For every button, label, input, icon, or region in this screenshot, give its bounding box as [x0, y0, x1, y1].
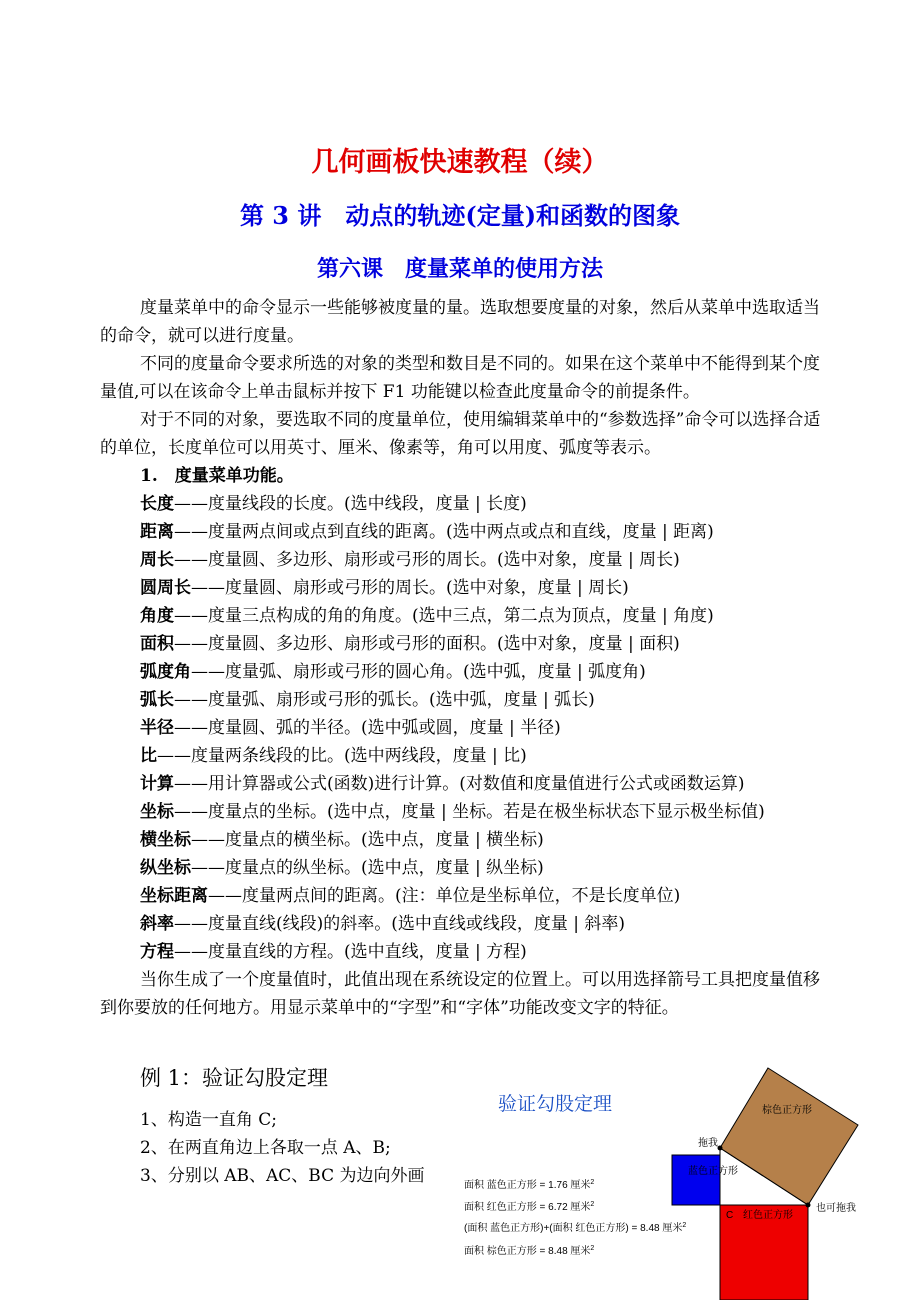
definition-text: ——度量两点间或点到直线的距离。(选中两点或点和直线，度量 | 距离)	[174, 522, 714, 542]
paragraph: 度量菜单中的命令显示一些能够被度量的量。选取想要度量的对象，然后从菜单中选取适当的命令，就可以进行度量。	[100, 298, 820, 346]
definition-item	[100, 910, 825, 938]
example-step: 3、分别以 AB、AC、BC 为边向外画	[140, 1166, 425, 1186]
definition-item	[100, 770, 825, 798]
example-step: 1、构造一直角 C;	[140, 1110, 277, 1130]
measurement-line[interactable]: 面积 蓝色正方形 = 1.76 厘米$^2$	[464, 1179, 595, 1191]
definition-term: 距离	[140, 522, 174, 542]
measurement-line[interactable]: 面积 棕色正方形 = 8.48 厘米$^2$	[464, 1245, 595, 1257]
lecture-title: 第 3 讲 动点的轨迹(定量)和函数的图象	[239, 201, 681, 230]
definition-item	[100, 798, 825, 826]
lesson-title: 第六课 度量菜单的使用方法	[316, 256, 603, 282]
definition-text: ——度量弧、扇形或弓形的弧长。(选中弧，度量 | 弧长)	[174, 690, 595, 710]
also-drag-label: 也可拖我	[816, 1203, 856, 1214]
definition-term: 角度	[140, 606, 174, 626]
definition-text: ——度量圆、弧的半径。(选中弧或圆，度量 | 半径)	[174, 718, 561, 738]
definition-text: ——度量圆、多边形、扇形或弓形的周长。(选中对象，度量 | 周长)	[174, 550, 680, 570]
definition-term: 弧度角	[140, 662, 191, 682]
definition-text: ——度量三点构成的角的角度。(选中三点，第二点为顶点，度量 | 角度)	[174, 606, 714, 626]
definition-item	[100, 546, 825, 574]
example-title: 例 1：验证勾股定理	[140, 1066, 329, 1090]
definition-term: 坐标距离	[140, 886, 208, 906]
definition-text: ——度量点的纵坐标。(选中点，度量 | 纵坐标)	[191, 858, 544, 878]
point-c-label: C	[726, 1210, 734, 1221]
measurement-line[interactable]: 面积 红色正方形 = 6.72 厘米$^2$	[464, 1201, 595, 1213]
definition-text: ——度量圆、扇形或弓形的周长。(选中对象，度量 | 周长)	[191, 578, 629, 598]
definition-term: 圆周长	[140, 578, 191, 598]
definition-term: 半径	[140, 718, 174, 738]
drag-point-a[interactable]	[718, 1146, 723, 1151]
definition-text: ——度量直线(线段)的斜率。(选中直线或线段，度量 | 斜率)	[174, 914, 626, 934]
definition-item	[100, 742, 825, 770]
brown-square-label: 棕色正方形	[762, 1105, 812, 1116]
blue-square[interactable]	[672, 1155, 720, 1205]
definition-text: ——度量直线的方程。(选中直线，度量 | 方程)	[174, 942, 527, 962]
definition-term: 坐标	[140, 802, 174, 822]
example-step: 2、在两直角边上各取一点 A、B;	[140, 1138, 391, 1158]
drag-point-b[interactable]	[806, 1203, 811, 1208]
definition-text: ——度量点的坐标。(选中点，度量 | 坐标。若是在极坐标状态下显示极坐标值)	[174, 802, 765, 822]
definition-item	[100, 602, 825, 630]
definition-item	[100, 658, 825, 686]
definition-item	[100, 826, 825, 854]
definition-item	[100, 714, 825, 742]
pythagoras-figure	[458, 1060, 878, 1300]
definition-item	[100, 686, 825, 714]
definition-term: 横坐标	[140, 830, 191, 850]
definition-item	[100, 938, 825, 966]
definition-text: ——度量线段的长度。(选中线段，度量 | 长度)	[174, 494, 527, 514]
definition-text: ——度量圆、多边形、扇形或弓形的面积。(选中对象，度量 | 面积)	[174, 634, 680, 654]
section-heading: 1. 度量菜单功能。	[140, 466, 294, 486]
drag-me-label: 拖我	[698, 1138, 718, 1149]
definition-term: 面积	[140, 634, 174, 654]
paragraph: 对于不同的对象，要选取不同的度量单位，使用编辑菜单中的“参数选择”命令可以选择合适的单位，长度单位可以用英寸、厘米、像素等，角可以用度、弧度等表示。	[100, 410, 821, 458]
definition-term: 斜率	[140, 914, 174, 934]
blue-square-label: 蓝色正方形	[688, 1166, 738, 1177]
closing-paragraph: 当你生成了一个度量值时，此值出现在系统设定的位置上。可以用选择箭号工具把度量值移到你要放的任何地方。用显示菜单中的“字型”和“字体”功能改变文字的特征。	[100, 970, 820, 1018]
definition-text: ——度量点的横坐标。(选中点，度量 | 横坐标)	[191, 830, 544, 850]
definition-term: 计算	[140, 774, 174, 794]
measurement-line[interactable]: (面积 蓝色正方形)+(面积 红色正方形) = 8.48 厘米$^2$	[464, 1222, 687, 1234]
main-title: 几何画板快速教程（续）	[311, 147, 609, 178]
definition-term: 方程	[140, 942, 174, 962]
definition-list	[100, 490, 825, 966]
definition-item	[100, 882, 825, 910]
definition-term: 长度	[140, 494, 174, 514]
definition-text: ——度量两点间的距离。(注：单位是坐标单位，不是长度单位)	[208, 886, 681, 906]
red-square-label: 红色正方形	[743, 1210, 793, 1221]
definition-text: ——度量两条线段的比。(选中两线段，度量 | 比)	[157, 746, 527, 766]
definition-item	[100, 518, 825, 546]
definition-term: 纵坐标	[140, 858, 191, 878]
definition-text: ——用计算器或公式(函数)进行计算。(对数值和度量值进行公式或函数运算)	[174, 774, 745, 794]
definition-item	[100, 630, 825, 658]
definition-item	[100, 574, 825, 602]
definition-text: ——度量弧、扇形或弓形的圆心角。(选中弧，度量 | 弧度角)	[191, 662, 646, 682]
definition-term: 弧长	[140, 690, 174, 710]
paragraph: 不同的度量命令要求所选的对象的类型和数目是不同的。如果在这个菜单中不能得到某个度量值,可以在该命令上单击鼠标并按下 F1 功能键以检查此度量命令的前提条件。	[100, 354, 820, 402]
definition-term: 周长	[140, 550, 174, 570]
definition-term: 比	[140, 746, 157, 766]
definition-item	[100, 490, 825, 518]
definition-item	[100, 854, 825, 882]
brown-square[interactable]	[720, 1068, 858, 1205]
body-section	[100, 294, 825, 1022]
figure-title: 验证勾股定理	[498, 1094, 613, 1115]
